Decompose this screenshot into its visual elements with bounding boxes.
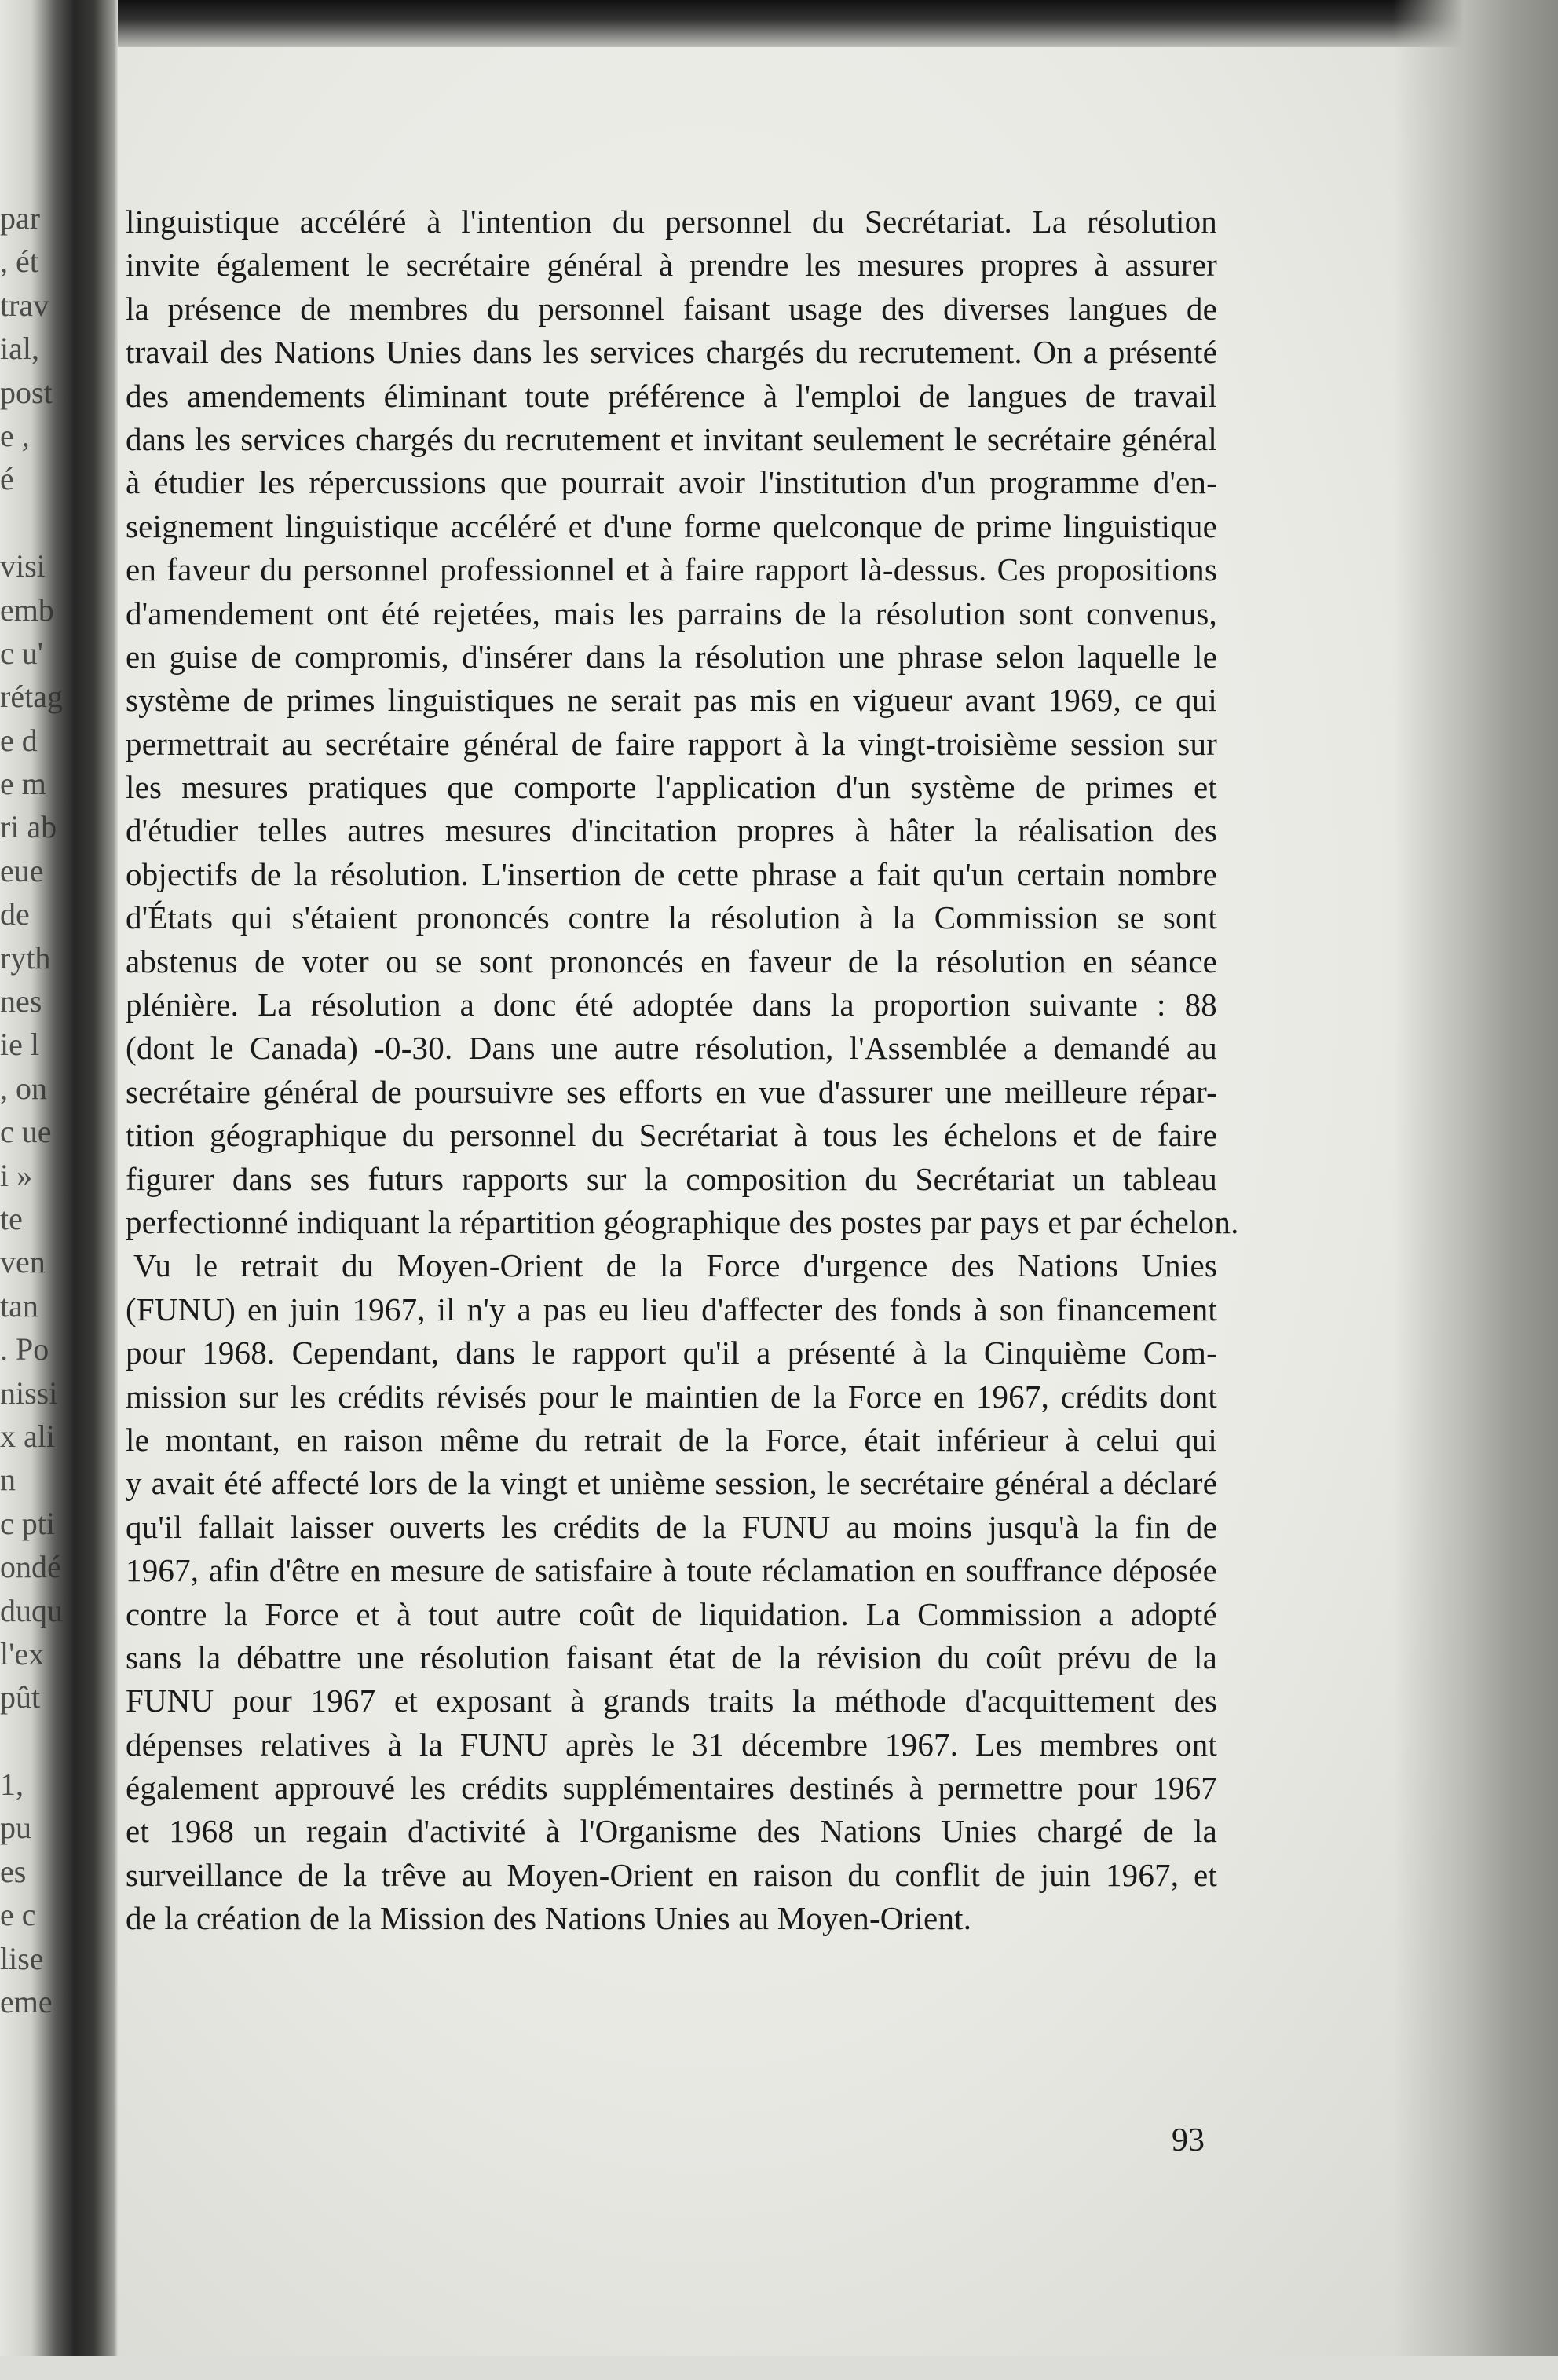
bleed-fragment: pu [0,1810,31,1846]
bleed-fragment: n [0,1462,16,1498]
bleed-fragment: nissi [0,1375,58,1411]
bleed-fragment: pût [0,1679,41,1715]
page-edge-shadow [1393,0,1558,2356]
text-line: figurer dans ses futurs rapports sur la composition du Secrétariat un tableau [126,1160,1217,1197]
text-line: des amendements éliminant toute préférence à l'emploi de langues de travail [126,377,1217,414]
text-line: contre la Force et à tout autre coût de liquidation. La Commission a adopté [126,1595,1217,1632]
bleed-fragment: , ét [0,243,38,280]
text-line: FUNU pour 1967 et exposant à grands traits la méthode d'acquittement des [126,1682,1217,1719]
bleed-fragment: te [0,1200,23,1236]
text-line: permettrait au secrétaire général de faire rapport à la vingt-troisième session sur [126,725,1217,762]
bleed-fragment: eme [0,1984,53,2020]
text-line: d'amendement ont été rejetées, mais les parrains de la résolution sont convenus, [126,595,1217,632]
bleed-fragment: c ue [0,1114,52,1150]
text-line: plénière. La résolution a donc été adoptée dans la proportion suivante : 88 [126,987,1217,1023]
bleed-fragment: trav [0,287,49,323]
bleed-fragment [0,501,55,544]
bleed-fragment: de [0,896,30,932]
text-line: d'étudier telles autres mesures d'incitation propres à hâter la réalisation des [126,812,1217,849]
text-line: tition géographique du personnel du Secrétariat à tous les échelons et de faire [126,1117,1217,1154]
body-text [126,200,1239,1941]
text-line: la présence de membres du personnel faisant usage des diverses langues de [126,290,1217,327]
text-line: invite également le secrétaire général à prendre les mesures propres à assurer [126,247,1217,284]
text-line: travail des Nations Unies dans les services chargés du recrutement. On a présenté [126,334,1217,371]
bleed-fragment: , on [0,1070,47,1106]
bleed-fragment: eue [0,852,44,888]
text-line: également approuvé les crédits supplémentaires destinés à permettre pour 1967 [126,1770,1217,1807]
text-line: 1967, afin d'être en mesure de satisfaire à toute réclamation en souffrance déposée [126,1552,1217,1589]
bleed-fragment: c u' [0,635,43,671]
bleed-fragment: par [0,200,41,236]
opposite-page-bleed [0,196,63,2380]
scan-top-border [0,0,1558,47]
bleed-fragment [0,1719,55,1763]
bleed-fragment: ri ab [0,809,57,845]
bleed-fragment: . Po [0,1331,49,1368]
bleed-fragment: emb [0,591,54,628]
bleed-fragment: c pti [0,1505,55,1541]
bleed-fragment: e , [0,417,30,453]
bleed-fragment: ondé [0,1549,61,1585]
text-line: mission sur les crédits révisés pour le maintien de la Force en 1967, crédits dont [126,1378,1217,1415]
text-line: de la création de la Mission des Nations Unies au Moyen-Orient. [126,1900,972,1937]
text-line: pour 1968. Cependant, dans le rapport qu'il a présenté à la Cinquième Com- [126,1335,1217,1371]
bleed-fragment: duqu [0,1592,63,1628]
text-line: (FUNU) en juin 1967, il n'y a pas eu lieu d'affecter des fonds à son financement [126,1291,1217,1327]
bleed-fragment: tan [0,1287,38,1324]
bleed-fragment: nes [0,983,42,1020]
text-line: secrétaire général de poursuivre ses efforts en vue d'assurer une meilleure répar- [126,1073,1217,1110]
text-line: à étudier les répercussions que pourrait avoir l'institution d'un programme d'en- [126,464,1217,501]
text-line: système de primes linguistiques ne serait pas mis en vigueur avant 1969, ce qui [126,682,1217,719]
text-line: linguistique accéléré à l'intention du personnel du Secrétariat. La résolution [126,203,1217,240]
bleed-fragment: é [0,461,14,497]
bleed-fragment: l'ex [0,1635,45,1671]
bleed-fragment: i » [0,1157,33,1193]
text-line: seignement linguistique accéléré et d'une forme quelconque de prime linguistique [126,507,1217,544]
text-line: Vu le retrait du Moyen-Orient de la Force d'urgence des Nations Unies [133,1247,1217,1284]
bleed-fragment: ryth [0,939,51,976]
text-line: y avait été affecté lors de la vingt et unième session, le secrétaire général a déclaré [126,1465,1217,1502]
text-line: et 1968 un regain d'activité à l'Organisme des Nations Unies chargé de la [126,1813,1217,1850]
text-line: (dont le Canada) -0-30. Dans une autre résolution, l'Assemblée a demandé au [126,1030,1217,1067]
bleed-fragment: ven [0,1244,46,1280]
bleed-fragment: visi [0,548,46,584]
text-line: en faveur du personnel professionnel et à faire rapport là-dessus. Ces propositions [126,551,1217,588]
bleed-fragment: e m [0,766,46,802]
bleed-fragment: 1, [0,1767,24,1803]
bleed-fragment: e d [0,722,38,758]
page-number: 93 [1172,2122,1205,2158]
bleed-fragment: ie l [0,1027,39,1063]
bleed-fragment: post [0,374,53,410]
bleed-fragment: ial, [0,331,39,367]
text-line: objectifs de la résolution. L'insertion de cette phrase a fait qu'un certain nombre [126,855,1217,892]
text-line: surveillance de la trêve au Moyen-Orient en raison du conflit de juin 1967, et [126,1856,1217,1893]
text-line: abstenus de voter ou se sont prononcés en faveur de la résolution en séance [126,943,1217,979]
bleed-fragment: es [0,1853,27,1889]
text-line: les mesures pratiques que comporte l'application d'un système de primes et [126,769,1217,806]
bleed-fragment: e c [0,1897,36,1933]
text-line: qu'il fallait laisser ouverts les crédits de la FUNU au moins jusqu'à la fin de [126,1508,1217,1545]
text-line: le montant, en raison même du retrait de la Force, était inférieur à celui qui [126,1421,1217,1458]
bleed-fragment: lise [0,1940,44,1976]
text-line: dépenses relatives à la FUNU après le 31 décembre 1967. Les membres ont [126,1726,1217,1763]
text-line: perfectionné indiquant la répartition géographique des postes par pays et par échelon. [126,1203,1239,1240]
text-line: sans la débattre une résolution faisant état de la révision du coût prévu de la [126,1639,1217,1675]
text-line: dans les services chargés du recrutement et invitant seulement le secrétaire général [126,420,1217,457]
text-line: en guise de compromis, d'insérer dans la résolution une phrase selon laquelle le [126,638,1217,675]
bleed-fragment: rétag [0,679,63,715]
text-line: d'États qui s'étaient prononcés contre la résolution à la Commission se sont [126,899,1217,936]
bleed-fragment: x ali [0,1418,55,1454]
